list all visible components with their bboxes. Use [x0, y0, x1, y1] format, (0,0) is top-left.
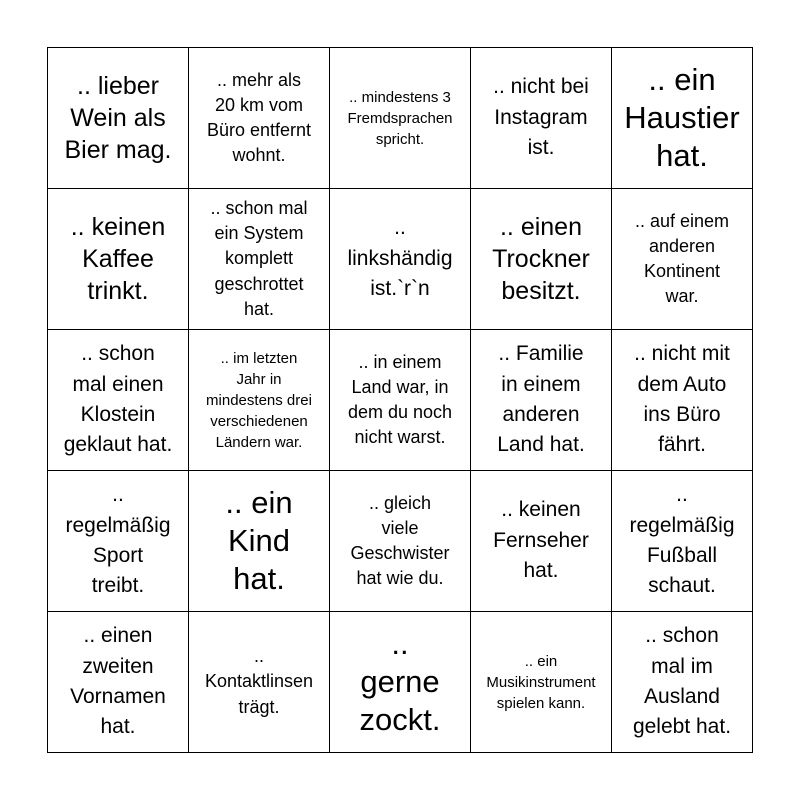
cell-text: .. linkshändig ist.`r`n — [347, 216, 453, 301]
cell-text: .. gerne zockt. — [359, 626, 441, 737]
cell-text: .. einen Trockner besitzt. — [492, 213, 590, 305]
bingo-cell[interactable] — [189, 471, 330, 612]
bingo-cell[interactable] — [189, 48, 330, 189]
cell-text: .. in einem Land war, in dem du noch nicht warst. — [347, 351, 453, 448]
cell-text: .. einen zweiten Vornamen hat. — [70, 624, 166, 739]
cell-text: .. keinen Fernseher hat. — [493, 498, 589, 583]
bingo-cell[interactable] — [48, 48, 189, 189]
bingo-cell[interactable] — [471, 612, 612, 753]
bingo-cell[interactable] — [48, 612, 189, 753]
cell-text: .. nicht mit dem Auto ins Büro fährt. — [634, 342, 730, 457]
cell-text: .. mehr als 20 km vom Büro entfernt wohnt. — [206, 69, 312, 166]
cell-text: .. mindestens 3 Fremdsprachen spricht. — [347, 88, 453, 148]
bingo-cell[interactable] — [471, 48, 612, 189]
cell-text: .. nicht bei Instagram ist. — [493, 75, 589, 160]
bingo-cell[interactable] — [48, 330, 189, 471]
bingo-cell[interactable] — [189, 189, 330, 330]
bingo-cell[interactable] — [471, 330, 612, 471]
bingo-cell[interactable] — [612, 189, 753, 330]
bingo-cell[interactable] — [612, 471, 753, 612]
bingo-cell[interactable] — [48, 189, 189, 330]
cell-text: .. schon mal einen Klostein geklaut hat. — [63, 342, 173, 457]
bingo-cell[interactable] — [330, 612, 471, 753]
bingo-cell[interactable] — [612, 330, 753, 471]
cell-text: .. auf einem anderen Kontinent war. — [634, 210, 730, 307]
cell-text: .. regelmäßig Sport treibt. — [65, 483, 171, 598]
bingo-cell[interactable] — [189, 612, 330, 753]
cell-text: .. schon mal im Ausland gelebt hat. — [632, 624, 732, 739]
bingo-cell[interactable] — [330, 48, 471, 189]
cell-text: .. ein Musikinstrument spielen kann. — [486, 652, 596, 712]
cell-text: .. ein Haustier hat. — [624, 62, 740, 173]
cell-text: .. ein Kind hat. — [225, 485, 293, 596]
bingo-board — [47, 47, 753, 753]
bingo-cell[interactable] — [48, 471, 189, 612]
bingo-cell[interactable] — [330, 189, 471, 330]
cell-text: .. regelmäßig Fußball schaut. — [629, 483, 735, 598]
bingo-cell[interactable] — [471, 189, 612, 330]
bingo-cell[interactable] — [612, 48, 753, 189]
bingo-cell[interactable] — [612, 612, 753, 753]
cell-text: .. schon mal ein System komplett geschrottet hat. — [210, 198, 308, 319]
cell-text: .. Kontaktlinsen trägt. — [204, 646, 314, 717]
bingo-cell[interactable] — [189, 330, 330, 471]
cell-text: .. im letzten Jahr in mindestens drei verschiedenen Ländern war. — [206, 349, 312, 451]
bingo-cell[interactable] — [471, 471, 612, 612]
cell-text: .. gleich viele Geschwister hat wie du. — [350, 492, 450, 589]
bingo-cell[interactable] — [330, 330, 471, 471]
cell-text: .. Familie in einem anderen Land hat. — [497, 342, 585, 457]
cell-text: .. lieber Wein als Bier mag. — [64, 72, 172, 164]
cell-text: .. keinen Kaffee trinkt. — [70, 213, 166, 305]
bingo-cell[interactable] — [330, 471, 471, 612]
